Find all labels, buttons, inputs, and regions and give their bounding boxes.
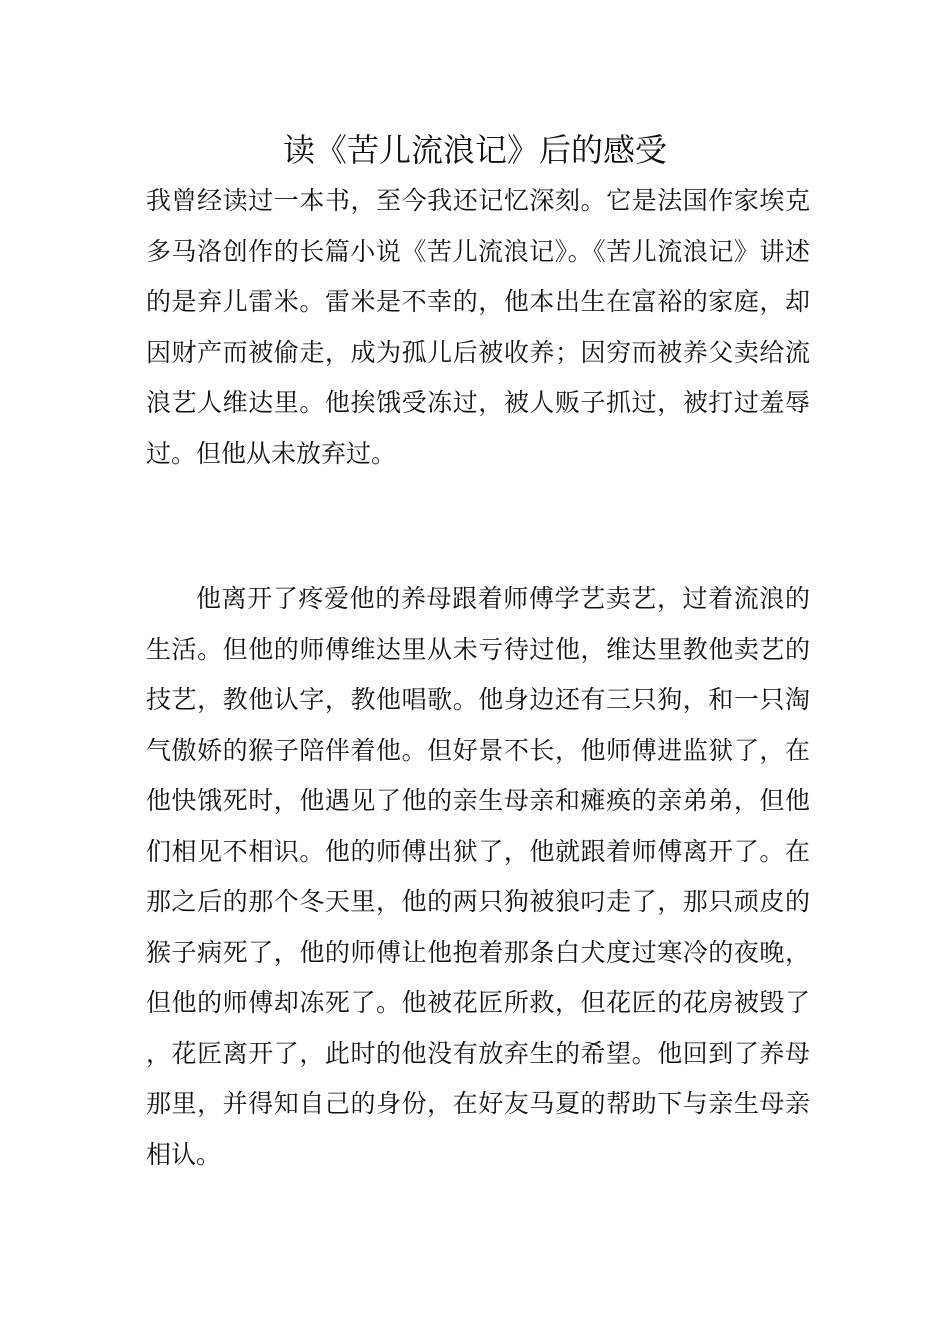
document-title: 读《苦儿流浪记》后的感受 (282, 131, 667, 169)
paragraph-2: 他离开了疼爱他的养母跟着师傅学艺卖艺，过着流浪的生活。但他的师傅维达里从未亏待过他，维达里教他卖艺的技艺，教他认字，教他唱歌。他身边还有三只狗，和一只淘气傲娇的猴子陪伴着他。但好景不长，他师傅进监狱了，在他快饿死时，他遇见了他的亲生母亲和瘫痪的亲弟弟，但他们相见不相识。他的师傅出狱了，他就跟着师傅离开了。在那之后的那个冬天里，他的两只狗被狼叼走了，那只顽皮的猴子病死了，他的师傅让他抱着那条白犬度过寒冷的夜晚，但他的师傅却冻死了。他被花匠所救，但花匠的花房被毁了，花匠离开了，此时的他没有放弃生的希望。他回到了养母那里，并得知自己的身份，在好友马夏的帮助下与亲生母亲相认。 (146, 584, 810, 1169)
paragraph-1: 我曾经读过一本书，至今我还记忆深刻。它是法国作家埃克多马洛创作的长篇小说《苦儿流浪记》。《苦儿流浪记》讲述的是弃儿雷米。雷米是不幸的，他本出生在富裕的家庭，却因财产而被偷走，成为孤儿后被收养；因穷而被养父卖给流浪艺人维达里。他挨饿受冻过，被人贩子抓过，被打过羞辱过。但他从未放弃过。 (146, 186, 810, 468)
